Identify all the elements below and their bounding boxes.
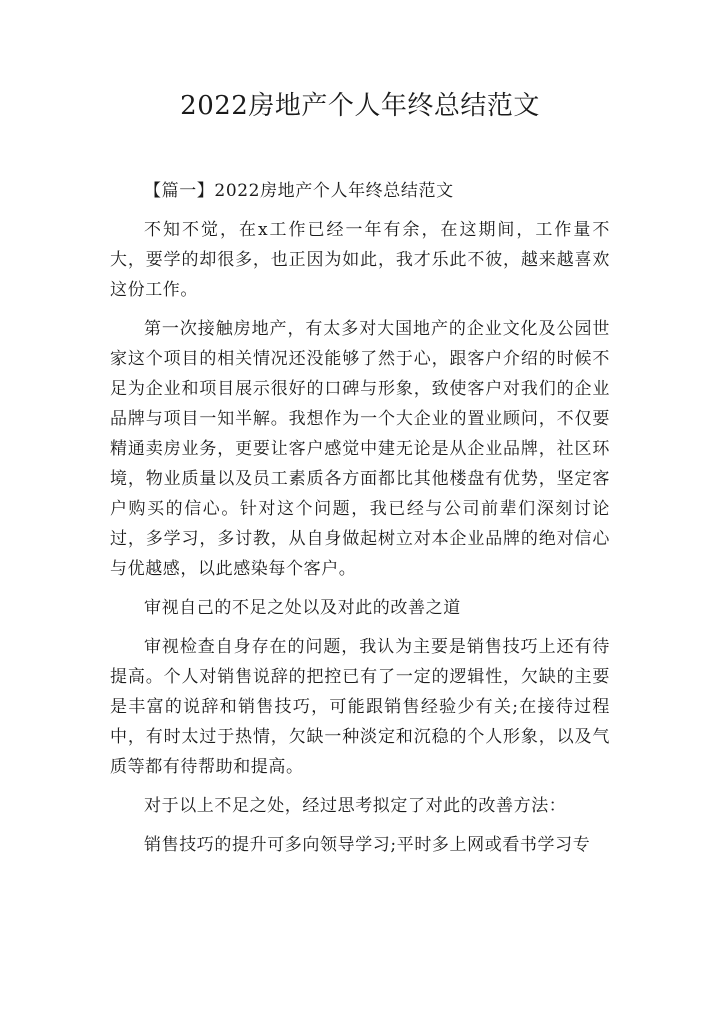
paragraph: 审视自己的不足之处以及对此的改善之道: [144, 598, 461, 618]
paragraph: 审视检查自身存在的问题，我认为主要是销售技巧上还有待提高。个人对销售说辞的把控已有了一定的逻辑性，欠缺的主要是丰富的说辞和销售技巧，可能跟销售经验少有关;在接待过程中，有时太过于热情，欠缺一种淡定和沉稳的个人形象，以及气质等都有待帮助和提高。: [110, 637, 610, 777]
document-title: 2022房地产个人年终总结范文: [180, 91, 540, 121]
paragraph: 不知不觉，在x工作已经一年有余，在这期间，工作量不大，要学的却很多，也正因为如此，我才乐此不彼，越来越喜欢这份工作。: [110, 220, 610, 300]
document-body: [110, 176, 610, 869]
paragraph: 销售技巧的提升可多向领导学习;平时多上网或看书学习专: [144, 835, 591, 855]
paragraph: 对于以上不足之处，经过思考拟定了对此的改善方法：: [144, 796, 567, 816]
paragraph: 第一次接触房地产，有太多对大国地产的企业文化及公园世家这个项目的相关情况还没能够了然于心，跟客户介绍的时候不足为企业和项目展示很好的口碑与形象，致使客户对我们的企业品牌与项目一知半解。我想作为一个大企业的置业顾问，不仅要精通卖房业务，更要让客户感觉中建无论是从企业品牌，社区环境，物业质量以及员工素质各方面都比其他楼盘有优势，坚定客户购买的信心。针对这个问题，我已经与公司前辈们深刻讨论过，多学习，多讨教，从自身做起树立对本企业品牌的绝对信心与优越感，以此感染每个客户。: [110, 319, 610, 579]
section-heading: 【篇一】2022房地产个人年终总结范文: [144, 181, 454, 201]
